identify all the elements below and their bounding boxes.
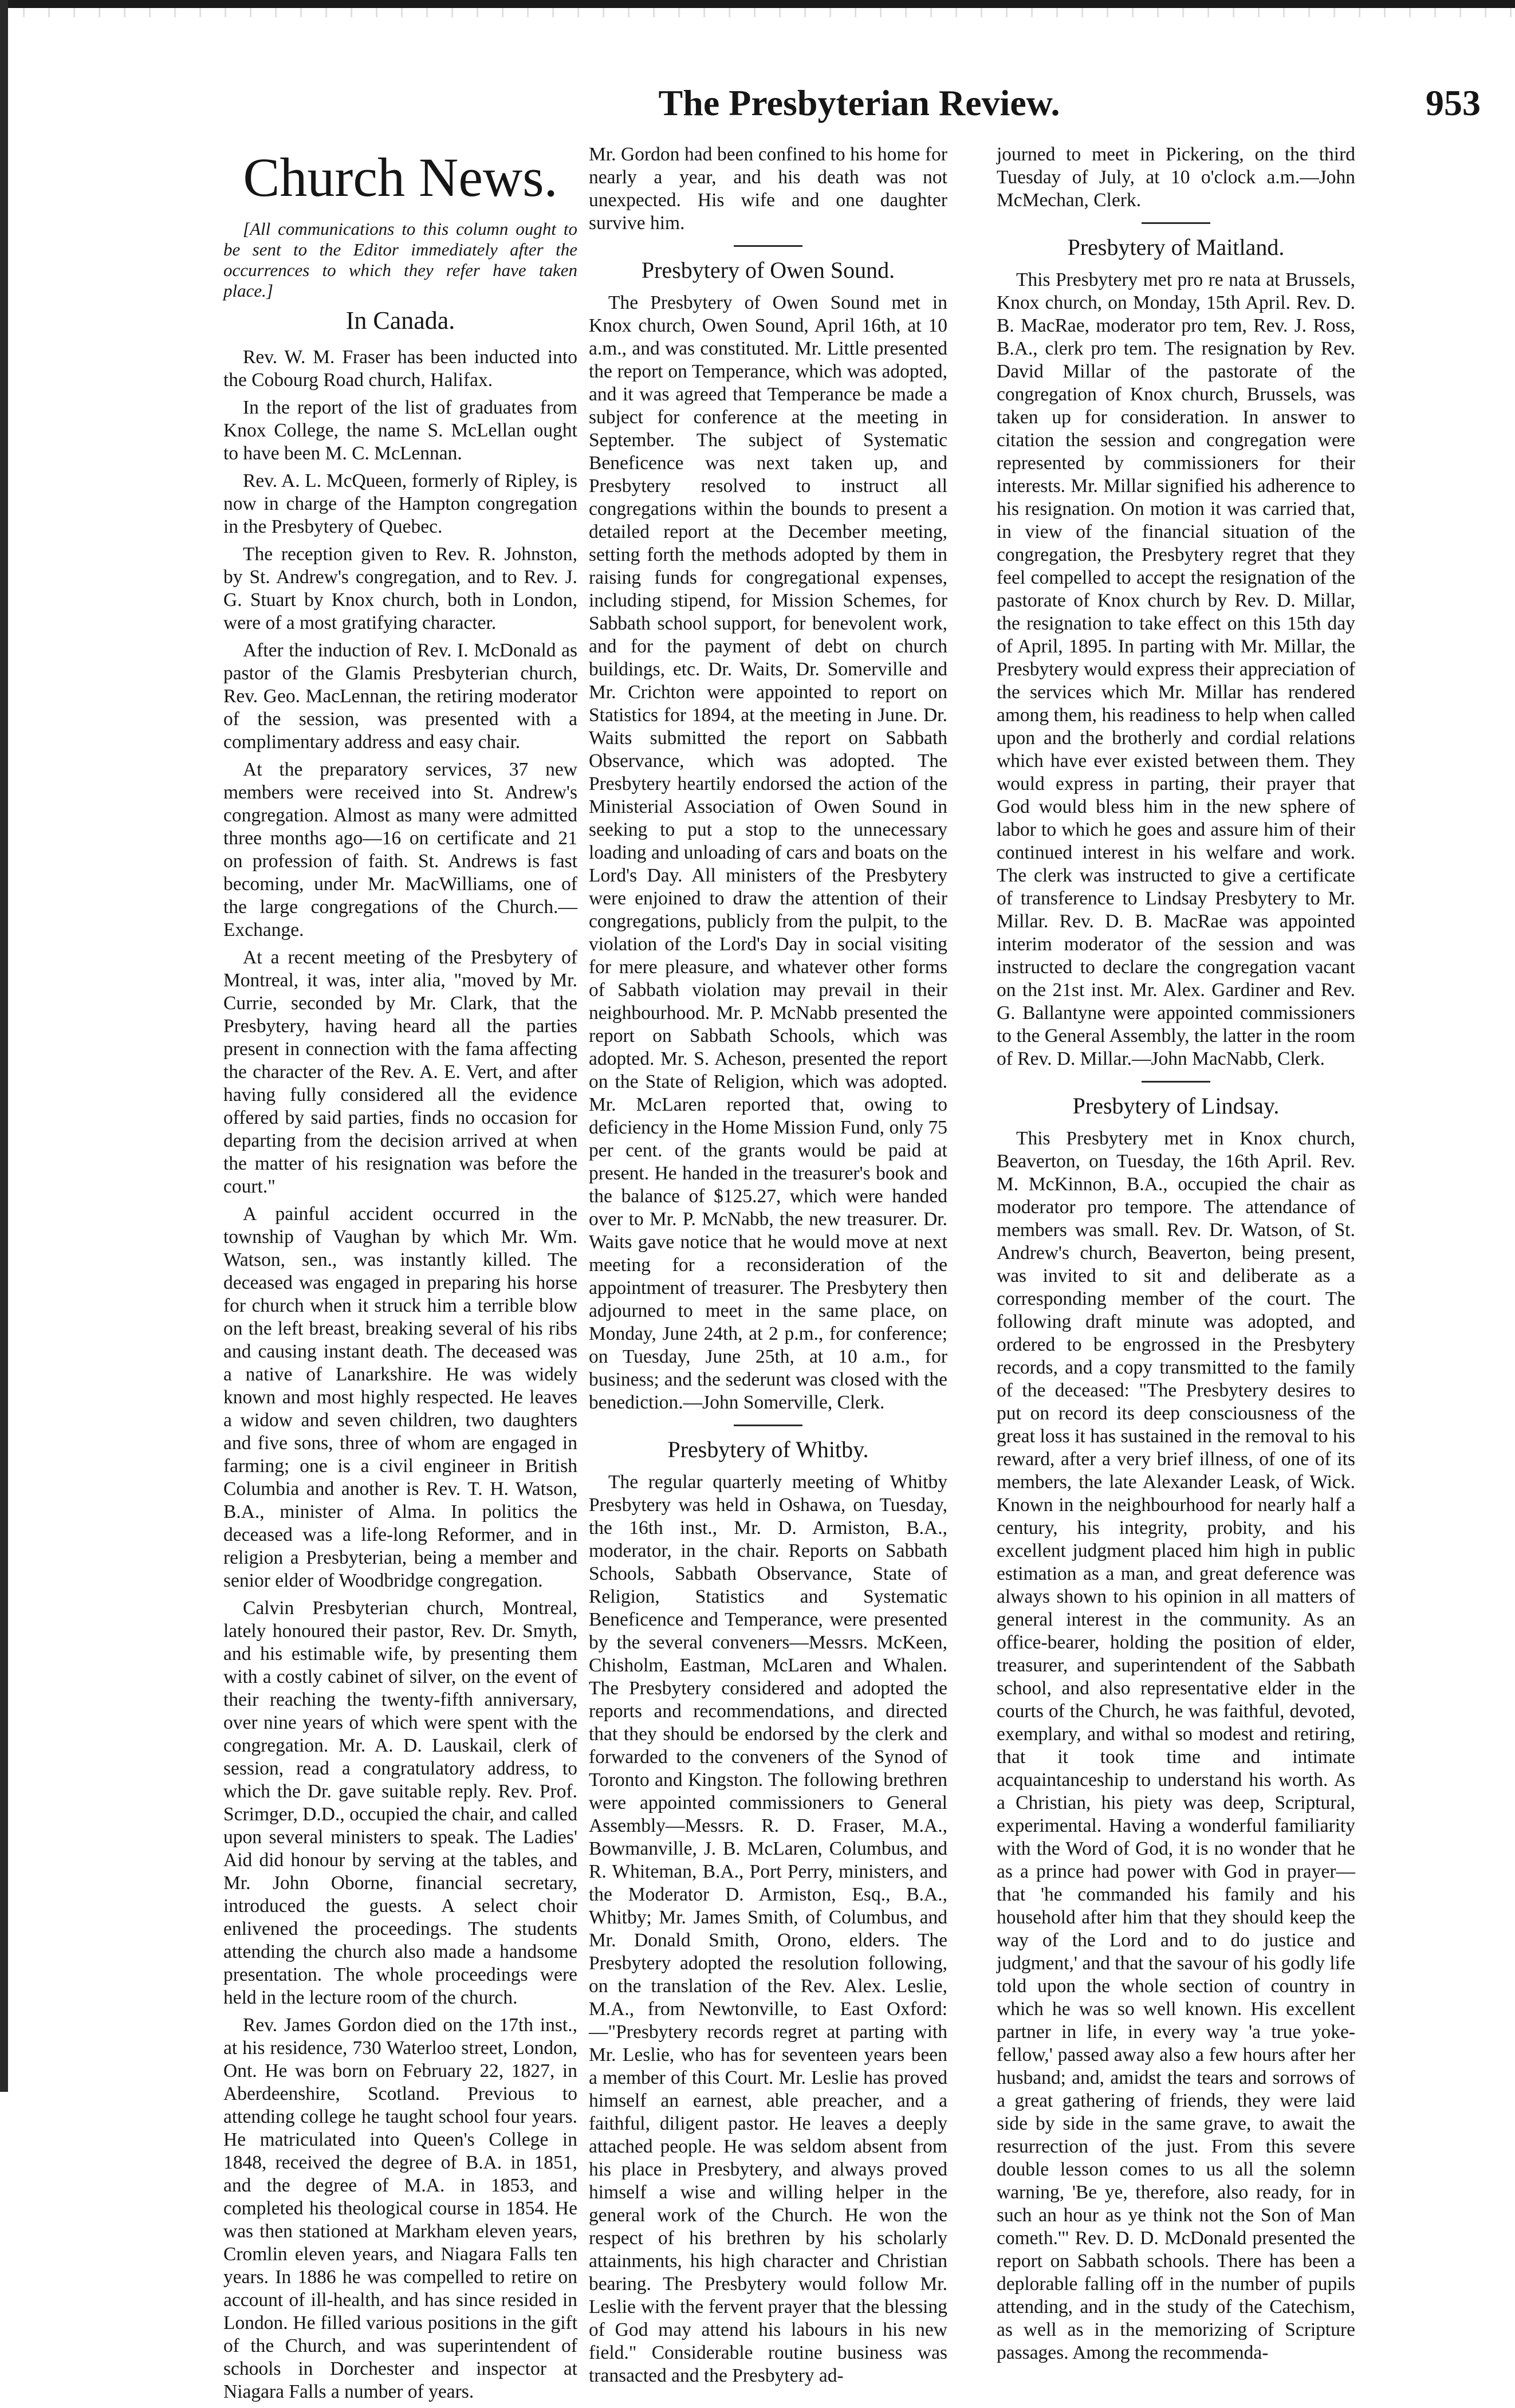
section-divider — [1142, 1081, 1210, 1083]
page-number: 953 — [1426, 82, 1481, 123]
masthead: The Presbyterian Review. — [658, 82, 1060, 123]
section-title: Church News. — [243, 147, 558, 208]
presbytery-lindsay-text: This Presbytery met in Knox church, Beaverton, on Tuesday, the 16th April. Rev. M. McKinnon, B.A., occupied the chair as moderator pro tempore. The attendance of members was small. Rev. Dr. Watson, of St. Andrew's church, Beaverton, being present, was invited to sit and deliberate as a corresponding member of the court. The following draft minute was adopted, and ordered to be engrossed in the Presbytery records, and a copy transmitted to the family of the deceased: "The Presbytery desires to put on record its deep consciousness of the great loss it has sustained in the removal to his reward, after a very brief illness, of one of its members, the late Alexander Leask, of Wick. Known in the neighbourhood for nearly half a century, his integrity, probity, and his excellent judgment placed him high in public estimation as a man, and great deference was always shown to his opinion in all matters of general interest in the community. As an office-bearer, holding the position of elder, treasurer, and superintendent of the Sabbath school, and also representative elder in the courts of the Church, he was faithful, devoted, exemplary, and withal so modest and retiring, that it took time and intimate acquaintanceship to understand his worth. As a Christian, his piety was deep, Scriptural, experimental. Having a wonderful familiarity with the Word of God, it is no wonder that he as a prince had power with God in prayer—that 'he commanded his family and his household after him that they should keep the way of the Lord and to do justice and judgment,' and that the savour of his godly life told upon the whole section of country in which he was so well known. His excellent partner in life, in every way 'a true yoke-fellow,' passed away also a few hours after her husband; and, amidst the tears and sorrows of a great gathering of friends, they were laid side by side in the same grave, to await the resurrection of the just. From this severe double lesson comes to us all the solemn warning, 'Be ye, therefore, also ready, for in such an hour as ye think not the Son of Man cometh.'" Rev. D. D. McDonald presented the report on Sabbath schools. There has been a deplorable falling off in the number of pupils attending, and in the study of the Catechism, as well as in the memorizing of Scripture passages. Among the recommenda- — [997, 1128, 1355, 2363]
presbytery-maitland-heading: Presbytery of Maitland. — [1067, 234, 1285, 260]
section-divider — [734, 245, 802, 247]
section-divider — [1142, 222, 1210, 224]
news-item: Rev. A. L. McQueen, formerly of Ripley, is now in charge of the Hampton congregation in the Presbytery of Quebec. — [223, 470, 577, 537]
news-item: At a recent meeting of the Presbytery of Montreal, it was, inter alia, "moved by Mr. Currie, seconded by Mr. Clark, that the Presbytery, having heard all the parties present in connection with the fama affecting the character of the Rev. A. E. Vert, and after having fully considered all the evidence offered by said parties, finds no occasion for departing from the decision arrived at when the matter of his resignation was before the court." — [223, 947, 577, 1197]
presbytery-owen-sound-heading: Presbytery of Owen Sound. — [641, 257, 895, 283]
news-item-continued: Mr. Gordon had been confined to his home for nearly a year, and his death was not unexpected. His wife and one daughter survive him. — [589, 144, 947, 234]
news-item: After the induction of Rev. I. McDonald as pastor of the Glamis Presbyterian church, Rev. Geo. MacLennan, the retiring moderator of the session, was presented with a complimentary address and easy chair. — [223, 640, 577, 753]
column-3 — [997, 143, 1355, 2369]
presbytery-whitby-continued: journed to meet in Pickering, on the third Tuesday of July, at 10 o'clock a.m.—John McMechan, Clerk. — [997, 144, 1355, 211]
news-item: A painful accident occurred in the township of Vaughan by which Mr. Wm. Watson, sen., was instantly killed. The deceased was engaged in preparing his horse for church when it struck him a terrible blow on the left breast, breaking several of his ribs and causing instant death. The deceased was a native of Lanarkshire. He was widely known and most highly respected. He leaves a widow and seven children, two daughters and five sons, three of whom are engaged in farming; one is a civil engineer in British Columbia and another is Rev. T. H. Watson, B.A., minister of Alma. In politics the deceased was a life-long Reformer, and in religion a Presbyterian, being a member and senior elder of Woodbridge congregation. — [223, 1203, 577, 1591]
column-2 — [589, 143, 947, 2392]
presbytery-whitby-text: The regular quarterly meeting of Whitby Presbytery was held in Oshawa, on Tuesday, the 16th inst., Mr. D. Armiston, B.A., moderator, in the chair. Reports on Sabbath Schools, Sabbath Observance, State of Religion, Statistics and Systematic Beneficence and Temperance, were presented by the several conveners—Messrs. McKeen, Chisholm, Eastman, McLaren and Whalen. The Presbytery considered and adopted the reports and recommendations, and directed that they should be endorsed by the clerk and forwarded to the conveners of the Synod of Toronto and Kingston. The following brethren were appointed commissioners to General Assembly—Messrs. R. D. Fraser, M.A., Bowmanville, J. B. McLaren, Columbus, and R. Whiteman, B.A., Port Perry, ministers, and the Moderator D. Armiston, Esq., B.A., Whitby; Mr. James Smith, of Columbus, and Mr. Donald Smith, Orono, elders. The Presbytery adopted the resolution following, on the translation of the Rev. Alex. Leslie, M.A., from Newtonville, to East Oxford:—"Presbytery records regret at parting with Mr. Leslie, who has for seventeen years been a member of this Court. Mr. Leslie has proved himself an earnest, able preacher, and a faithful, diligent pastor. He leaves a deeply attached people. He was seldom absent from his place in Presbytery, and always proved himself a wise and willing helper in the general work of the Church. He won the respect of his brethren by his scholarly attainments, his high character and Christian bearing. The Presbytery would follow Mr. Leslie with the fervent prayer that the blessing of God may attend his labours in his new field." Considerable routine business was transacted and the Presbytery ad- — [589, 1471, 947, 2386]
presbytery-maitland-text: This Presbytery met pro re nata at Brussels, Knox church, on Monday, 15th April. Rev. D. B. MacRae, moderator pro tem, Rev. J. Ross, B.A., clerk pro tem. The resignation by Rev. David Millar of the pastorate of the congregation of Knox church, Brussels, was taken up for consideration. In answer to citation the session and congregation were represented by commissioners for their interests. Mr. Millar signified his adherence to his resignation. On motion it was carried that, in view of the financial situation of the congregation, the Presbytery regret that they feel compelled to accept the resignation of the pastorate of Knox church by Rev. D. Millar, the resignation to take effect on this 15th day of April, 1895. In parting with Mr. Millar, the Presbytery would express their appreciation of the services which Mr. Millar has rendered among them, his readiness to help when called upon and the brotherly and cordial relations which have ever existed between them. They would express in parting, their prayer that God would bless him in the new sphere of labor to which he goes and assure him of their continued interest in his welfare and work. The clerk was instructed to give a certificate of transference to Lindsay Presbytery to Mr. Millar. Rev. D. B. MacRae was appointed interim moderator of the session and was instructed to declare the congregation vacant on the 21st inst. Mr. Alex. Gardiner and Rev. G. Ballantyne were appointed commissioners to the General Assembly, the latter in the room of Rev. D. Millar.—John MacNabb, Clerk. — [997, 269, 1355, 1069]
news-item: At the preparatory services, 37 new members were received into St. Andrew's congregation. Almost as many were admitted three months ago—16 on certificate and 21 on profession of faith. St. Andrews is fast becoming, under Mr. MacWilliams, one of the large congregations of the Church.—Exchange. — [223, 759, 577, 941]
news-item: Rev. James Gordon died on the 17th inst., at his residence, 730 Waterloo street, London, Ont. He was born on February 22, 1827, in Aberdeenshire, Scotland. Previous to attending college he taught school four years. He matriculated into Queen's College in 1848, received the degree of B.A. in 1851, and the degree of M.A. in 1853, and completed his theological course in 1854. He was then stationed at Markham eleven years, Cromlin eleven years, and Niagara Falls ten years. In 1886 he was compelled to retire on account of ill-health, and has since resided in London. He filled various positions in the gift of the Church, and was superintendent of schools in Dorchester and inspector at Niagara Falls a number of years. — [223, 2014, 577, 2402]
news-item: The reception given to Rev. R. Johnston, by St. Andrew's congregation, and to Rev. J. G. Stuart by Knox church, both in London, were of a most gratifying character. — [223, 544, 577, 634]
news-item: Calvin Presbyterian church, Montreal, lately honoured their pastor, Rev. Dr. Smyth, and his estimable wife, by presenting them with a costly cabinet of silver, on the event of their reaching the twenty-fifth anniversary, over nine years of which were spent with the congregation. Mr. A. D. Lauskail, clerk of session, read a congratulatory address, to which the Dr. gave suitable reply. Rev. Prof. Scrimger, D.D., occupied the chair, and called upon several ministers to speak. The Ladies' Aid did honour by serving at the tables, and Mr. John Oborne, financial secretary, introduced the guests. A select choir enlivened the proceedings. The students attending the church also made a handsome presentation. The whole proceedings were held in the lecture room of the church. — [223, 1598, 577, 2008]
section-subtitle: In Canada. — [345, 306, 455, 335]
presbytery-whitby-heading: Presbytery of Whitby. — [667, 1437, 869, 1462]
news-item: In the report of the list of graduates from Knox College, the name S. McLellan ought to have been M. C. McLennan. — [223, 397, 577, 464]
editor-note: [All communications to this column ought to be sent to the Editor immediately after the occurrences to which they refer have taken place.] — [223, 219, 577, 301]
news-item: Rev. W. M. Fraser has been inducted into the Cobourg Road church, Halifax. — [223, 347, 577, 391]
page-top-noise — [0, 8, 1515, 17]
presbytery-lindsay-heading: Presbytery of Lindsay. — [1072, 1093, 1280, 1119]
section-divider — [734, 1425, 802, 1426]
page-left-edge — [0, 0, 8, 2092]
page-top-border — [0, 0, 1515, 8]
presbytery-owen-sound-text: The Presbytery of Owen Sound met in Knox church, Owen Sound, April 16th, at 10 a.m., and was constituted. Mr. Little presented the report on Temperance, which was adopted, and it was agreed that Temperance be made a subject for conference at the meeting in September. The subject of Systematic Beneficence was next taken up, and Presbytery resolved to instruct all congregations within the bounds to present a detailed report at the December meeting, setting forth the methods adopted by them in raising funds for congregational expenses, including stipend, for Mission Schemes, for Sabbath school support, for benevolent work, and for the payment of debt on church buildings, etc. Dr. Waits, Dr. Somerville and Mr. Crichton were appointed to report on Statistics for 1894, at the meeting in June. Dr. Waits submitted the report on Sabbath Observance, which was adopted. The Presbytery heartily endorsed the action of the Ministerial Association of Owen Sound in seeking to put a stop to the unnecessary loading and unloading of cars and boats on the Lord's Day. All ministers of the Presbytery were enjoined to draw the attention of their congregations, publicly from the pulpit, to the violation of the Lord's Day in social visiting for mere pleasure, and whatever other forms of Sabbath violation may prevail in their neighbourhood. Mr. P. McNabb presented the report on Sabbath Schools, which was adopted. Mr. S. Acheson, presented the report on the State of Religion, which was adopted. Mr. McLaren reported that, owing to deficiency in the Home Mission Fund, only 75 per cent. of the grants would be paid at present. He handed in the treasurer's book and the balance of $125.27, which were handed over to Mr. P. McNabb, the new treasurer. Dr. Waits gave notice that he would move at next meeting for a reconsideration of the appointment of treasurer. The Presbytery then adjourned to meet in the same place, on Monday, June 24th, at 2 p.m., for conference; on Tuesday, June 25th, at 10 a.m., for business; and the sederunt was closed with the benediction.—John Somerville, Clerk. — [589, 292, 947, 1413]
column-1 — [223, 143, 577, 2408]
